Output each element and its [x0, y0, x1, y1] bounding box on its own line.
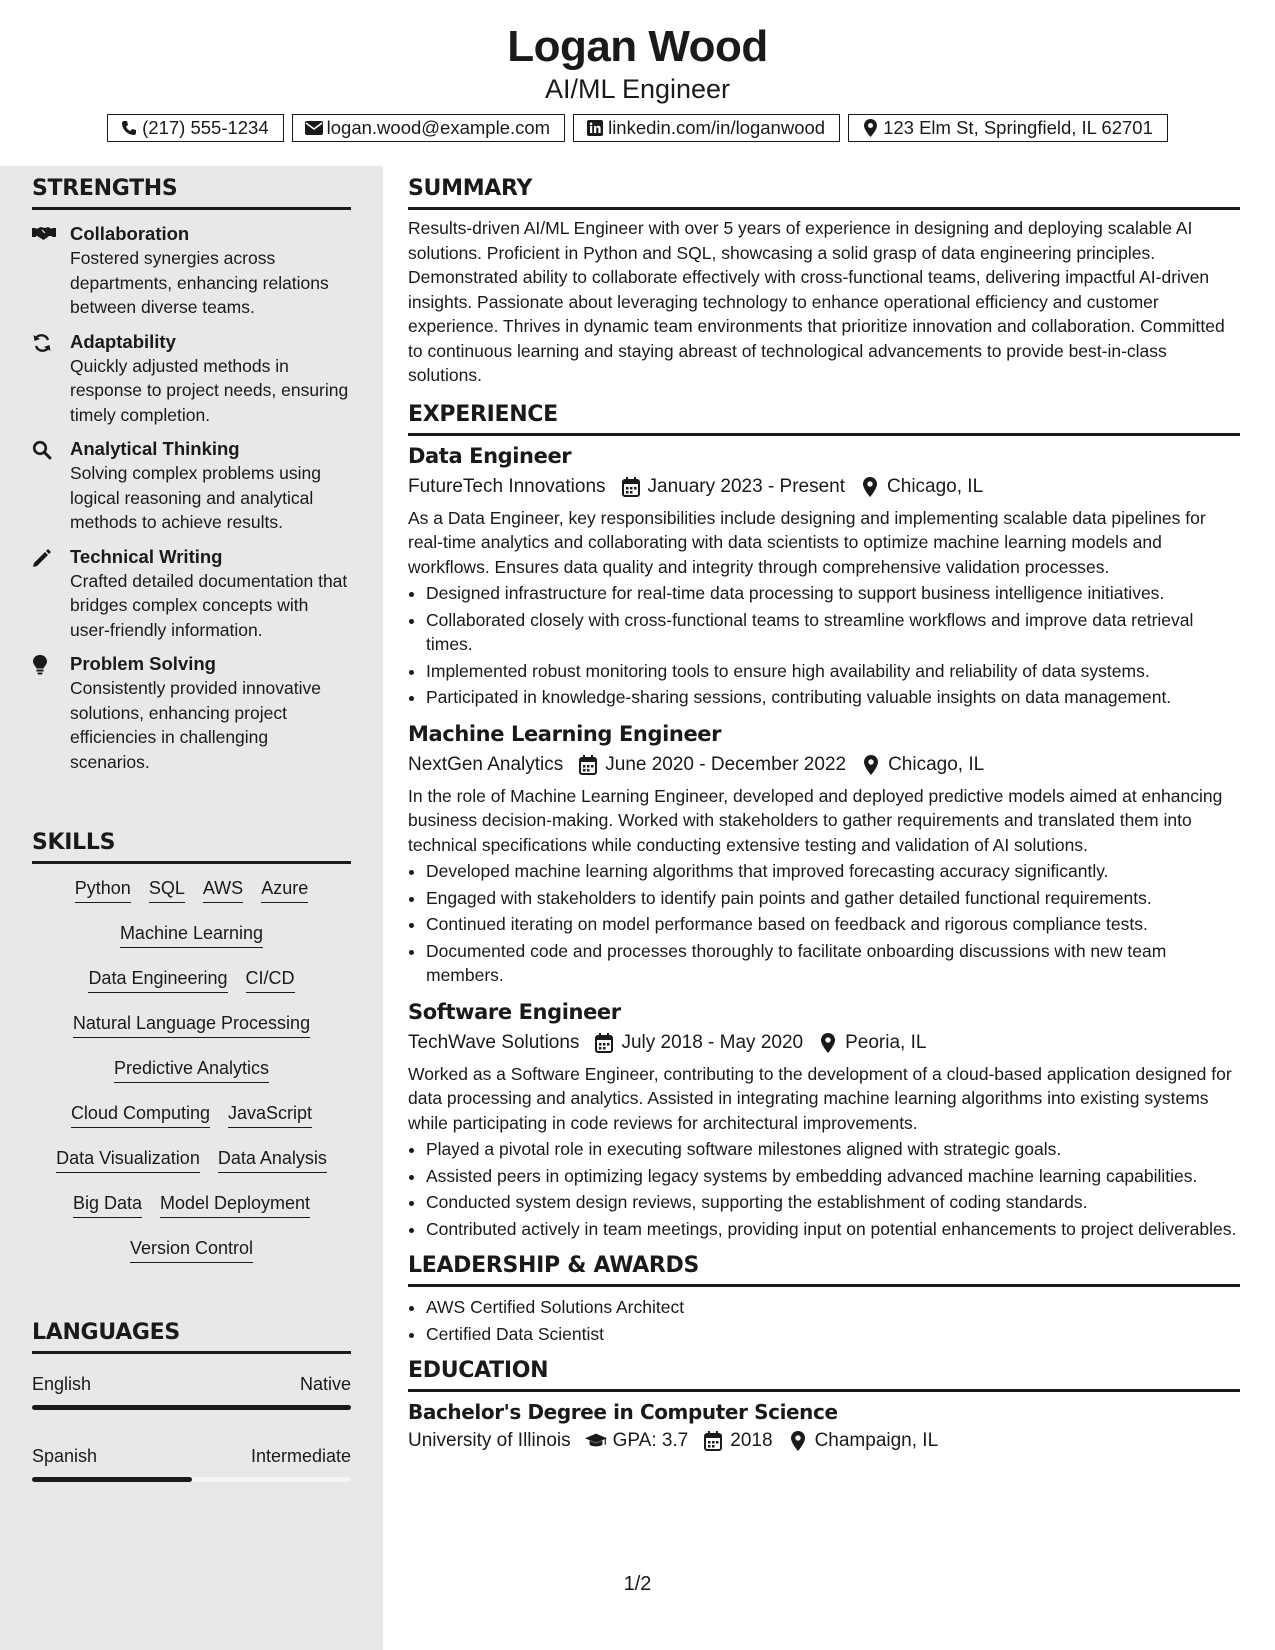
- summary-section: [408, 176, 1240, 388]
- language-item: [32, 1374, 351, 1410]
- job-bullets: [408, 1137, 1240, 1241]
- strengths-section: [32, 176, 351, 774]
- candidate-name: Logan Wood: [507, 22, 768, 71]
- job-dates: June 2020 - December 2022: [605, 753, 847, 775]
- graduation-cap-icon: [585, 1430, 607, 1452]
- company-name: TechWave Solutions: [408, 1031, 580, 1053]
- job-location: Peoria, IL: [845, 1031, 927, 1053]
- skill-tag: Version Control: [130, 1238, 253, 1263]
- skill-tag: Natural Language Processing: [73, 1013, 310, 1038]
- job-bullet: • Assisted peers in optimizing legacy systems by embedding advanced machine learning capabilities.: [426, 1164, 1240, 1189]
- job-title: Software Engineer: [408, 999, 621, 1024]
- education-section: [408, 1358, 1240, 1452]
- skill-row: [88, 968, 294, 1013]
- skill-row: [73, 1193, 310, 1238]
- section-title-summary: SUMMARY: [408, 176, 1240, 210]
- search-icon: [32, 437, 70, 535]
- language-level: Native: [299, 1374, 351, 1394]
- job-description: As a Data Engineer, key responsibilities include designing and implementing scalable data pipelines for real-time analytics and collaborating with data scientists to optimize machine learning models and workflows. Ensures data quality and integrity through comprehensive validation processes.: [408, 507, 1206, 577]
- strength-title: Collaboration: [70, 223, 190, 244]
- leadership-section: [408, 1253, 1240, 1346]
- skill-tag: Big Data: [73, 1193, 142, 1218]
- job-bullet: • Documented code and processes thoroughly to facilitate onboarding discussions with new team members.: [426, 939, 1240, 988]
- map-pin-icon: [859, 476, 881, 498]
- strength-item: [32, 330, 351, 428]
- pencil-icon: [32, 545, 70, 643]
- job-dates: January 2023 - Present: [647, 475, 846, 497]
- strength-desc: Consistently provided innovative solutions, enhancing project efficiencies in challenging scenarios.: [70, 678, 321, 772]
- contact-phone[interactable]: [107, 114, 284, 142]
- language-proficiency-fill: [32, 1405, 351, 1410]
- main-content: [408, 166, 1240, 1452]
- job-bullet: • Conducted system design reviews, supporting the establishment of coding standards.: [426, 1190, 1240, 1215]
- skill-tag: Predictive Analytics: [114, 1058, 269, 1083]
- skill-tag: Azure: [261, 878, 308, 903]
- skill-tag: Data Visualization: [56, 1148, 200, 1173]
- company-name: NextGen Analytics: [408, 753, 564, 775]
- job-entry: [408, 1000, 1240, 1242]
- calendar-icon: [593, 1032, 615, 1054]
- job-bullet: • Collaborated closely with cross-functional teams to streamline workflows and improve data retrieval times.: [426, 608, 1240, 657]
- resume-header: [0, 0, 1275, 166]
- map-pin-icon: [860, 754, 882, 776]
- section-title-leadership: LEADERSHIP & AWARDS: [408, 1253, 1240, 1287]
- phone-text: (217) 555-1234: [142, 117, 269, 138]
- summary-text: Results-driven AI/ML Engineer with over 5 years of experience in designing and deploying scalable AI solutions. Proficient in Python and SQL, showcasing a solid grasp of data engineering principles. Demonstrated ability to collaborate effectively with cross-functional teams, delivering impactful AI-driven insights. Passionate about leveraging technology to enhance operational efficiency and customer experience. Thrives in dynamic team environments that prioritize innovation and collaboration. Committed to continuous learning and staying abreast of technological advancements to provide best-in-class solutions.: [408, 218, 1225, 385]
- skill-row: [73, 1013, 310, 1058]
- job-description: In the role of Machine Learning Engineer, developed and deployed predictive models aimed at enhancing business decision-making. Worked with stakeholders to gather requirements and translated them into technical specifications while conducting extensive testing and validation of AI solutions.: [408, 785, 1223, 855]
- skill-row: [114, 1058, 269, 1103]
- calendar-icon: [577, 754, 599, 776]
- job-bullet: • Implemented robust monitoring tools to ensure high availability and reliability of data systems.: [426, 659, 1240, 684]
- sidebar: [0, 166, 383, 1650]
- strength-item: [32, 222, 351, 320]
- map-pin-icon: [817, 1032, 839, 1054]
- job-title: Data Engineer: [408, 443, 572, 468]
- language-proficiency-fill: [32, 1477, 192, 1482]
- skills-list: [32, 878, 351, 1283]
- skill-row: [120, 923, 263, 968]
- language-item: [32, 1446, 351, 1482]
- section-title-education: EDUCATION: [408, 1358, 1240, 1392]
- section-title-skills: SKILLS: [32, 830, 351, 864]
- language-name: English: [32, 1374, 92, 1394]
- job-meta: [408, 476, 1240, 498]
- award-item: • AWS Certified Solutions Architect: [426, 1295, 1240, 1320]
- phone-icon: [120, 119, 138, 137]
- job-entry: [408, 444, 1240, 710]
- languages-section: [32, 1320, 351, 1482]
- envelope-icon: [305, 119, 323, 137]
- job-bullet: • Developed machine learning algorithms that improved forecasting accuracy significantly.: [426, 859, 1240, 884]
- skill-tag: Data Analysis: [218, 1148, 327, 1173]
- contact-linkedin[interactable]: [573, 114, 840, 142]
- language-proficiency-bar: [32, 1477, 351, 1482]
- map-pin-icon: [787, 1430, 809, 1452]
- job-bullet: • Engaged with stakeholders to identify pain points and gather detailed functional requirements.: [426, 886, 1240, 911]
- email-text: logan.wood@example.com: [326, 117, 551, 138]
- linkedin-text: linkedin.com/in/loganwood: [608, 117, 826, 138]
- contact-bar: [0, 114, 1275, 142]
- job-description: Worked as a Software Engineer, contributing to the development of a cloud-based application designed for data processing and analytics. Assisted in integrating machine learning algorithms into existing systems while participating in code reviews for architectural improvements.: [408, 1063, 1232, 1133]
- section-title-languages: LANGUAGES: [32, 1320, 351, 1354]
- language-level: Intermediate: [250, 1446, 351, 1466]
- awards-list: [408, 1295, 1240, 1346]
- strength-title: Problem Solving: [70, 653, 216, 674]
- contact-address[interactable]: [848, 114, 1168, 142]
- strength-desc: Quickly adjusted methods in response to project needs, ensuring timely completion.: [70, 355, 349, 425]
- company-name: FutureTech Innovations: [408, 475, 606, 497]
- job-bullet: • Participated in knowledge-sharing sessions, contributing valuable insights on data management.: [426, 685, 1240, 710]
- skill-tag: Cloud Computing: [71, 1103, 210, 1128]
- skill-tag: AWS: [203, 878, 243, 903]
- skill-tag: Model Deployment: [160, 1193, 310, 1218]
- strength-title: Adaptability: [70, 330, 176, 352]
- page-number: 1/2: [623, 1573, 652, 1595]
- strength-desc: Crafted detailed documentation that bridges complex concepts with user-friendly information.: [70, 570, 348, 640]
- skills-section: [32, 830, 351, 1283]
- strength-title: Technical Writing: [70, 545, 223, 567]
- strength-desc: Solving complex problems using logical reasoning and analytical methods to achieve results.: [70, 463, 321, 532]
- gpa-text: GPA: 3.7: [612, 1430, 689, 1451]
- skill-tag: JavaScript: [228, 1103, 312, 1128]
- job-list: [408, 444, 1240, 1242]
- job-bullet: • Played a pivotal role in executing software milestones aligned with strategic goals.: [426, 1137, 1240, 1162]
- job-bullet: • Designed infrastructure for real-time data processing to support business intelligence initiatives.: [426, 581, 1240, 606]
- skill-tag: SQL: [149, 878, 185, 903]
- skill-row: [75, 878, 308, 923]
- job-location: Chicago, IL: [887, 475, 984, 497]
- skill-tag: Machine Learning: [120, 923, 263, 948]
- skill-tag: Python: [75, 878, 131, 903]
- map-pin-icon: [861, 119, 879, 137]
- calendar-icon: [620, 476, 642, 498]
- job-bullet: • Continued iterating on model performance based on feedback and rigorous compliance tests.: [426, 912, 1240, 937]
- skill-row: [71, 1103, 312, 1148]
- language-name: Spanish: [32, 1446, 98, 1466]
- job-meta: [408, 754, 1240, 776]
- job-meta: [408, 1032, 1240, 1054]
- job-bullets: [408, 581, 1240, 710]
- calendar-icon: [702, 1430, 724, 1452]
- job-bullets: [408, 859, 1240, 988]
- skill-row: [56, 1148, 327, 1193]
- skill-tag: Data Engineering: [88, 968, 227, 993]
- section-title-experience: EXPERIENCE: [408, 402, 1240, 436]
- award-item: • Certified Data Scientist: [426, 1322, 1240, 1347]
- job-dates: July 2018 - May 2020: [621, 1031, 804, 1053]
- section-title-strengths: STRENGTHS: [32, 176, 351, 210]
- job-title: Machine Learning Engineer: [408, 721, 722, 746]
- strength-item: [32, 437, 351, 535]
- education-meta: [408, 1430, 1240, 1452]
- linkedin-icon: [586, 119, 604, 137]
- experience-section: [408, 402, 1240, 1242]
- language-proficiency-bar: [32, 1405, 351, 1410]
- degree-title: Bachelor's Degree in Computer Science: [408, 1400, 838, 1424]
- strength-title: Analytical Thinking: [70, 438, 240, 459]
- strength-item: [32, 652, 351, 774]
- contact-email[interactable]: [292, 114, 565, 142]
- job-location: Chicago, IL: [888, 753, 985, 775]
- strength-desc: Fostered synergies across departments, enhancing relations between diverse teams.: [70, 248, 329, 317]
- job-bullet: • Contributed actively in team meetings, providing input on potential enhancements to project deliverables.: [426, 1217, 1240, 1242]
- skill-tag: CI/CD: [246, 968, 295, 993]
- lightbulb-icon: [32, 652, 70, 774]
- skill-row: [130, 1238, 253, 1283]
- school-name: University of Illinois: [408, 1430, 571, 1451]
- graduation-year: 2018: [730, 1430, 773, 1451]
- sync-icon: [32, 330, 70, 428]
- address-text: 123 Elm St, Springfield, IL 62701: [883, 117, 1153, 138]
- strength-item: [32, 545, 351, 643]
- education-location: Champaign, IL: [814, 1430, 939, 1451]
- candidate-title: AI/ML Engineer: [544, 74, 731, 104]
- handshake-icon: [32, 222, 70, 320]
- job-entry: [408, 722, 1240, 988]
